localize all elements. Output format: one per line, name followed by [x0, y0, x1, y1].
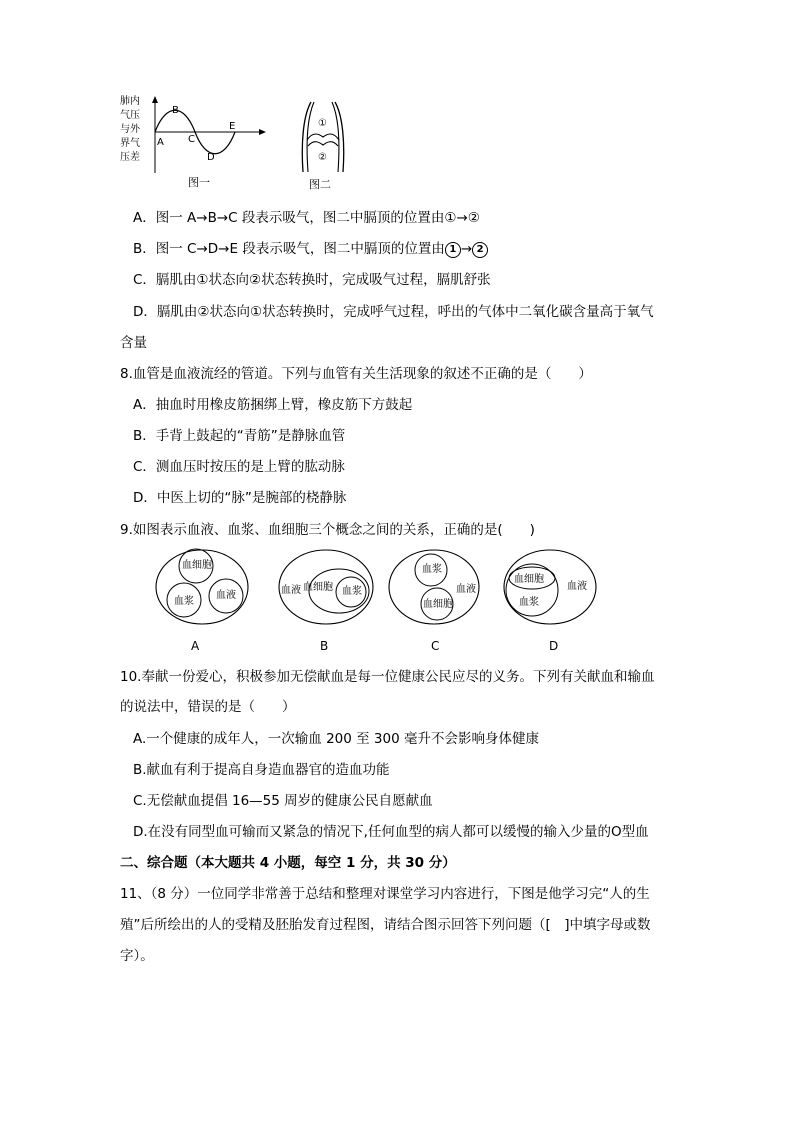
- fig1-point-d: D: [207, 152, 215, 163]
- fig2-marker-1: ①: [318, 118, 327, 129]
- q8-option-d: D．中医上切的“脉”是腕部的桡静脉: [133, 490, 347, 506]
- fig1-ylabel-3: 与外: [120, 124, 140, 135]
- q8-stem: 8.血管是血液流经的管道。下列与血管有关生活现象的叙述不正确的是（ ）: [120, 366, 592, 382]
- q11-line-2: 殖”后所绘出的人的受精及胚胎发育过程图，请结合图示回答下列问题（[ ]中填字母或数: [120, 917, 651, 933]
- q7-option-b: [133, 239, 488, 259]
- q9-a-label-2: 血浆: [174, 596, 194, 607]
- q9-d-label-outer: 血液: [567, 581, 587, 592]
- q7-option-d-continued: 含量: [120, 335, 147, 351]
- fig1-point-a: A: [157, 137, 164, 148]
- q9-letter-a: A: [191, 639, 200, 653]
- fig1-point-c: C: [188, 134, 195, 145]
- fig1-x-arrow: [259, 129, 266, 135]
- q11-line-3: 字）。: [120, 948, 154, 964]
- q7-option-b-marker-2: 2: [472, 242, 488, 258]
- q10-stem-line-2: 的说法中，错误的是（ ）: [120, 699, 296, 715]
- fig1-ylabel-1: 肺内: [120, 96, 140, 107]
- fig1-ylabel-2: 气压: [120, 110, 140, 121]
- q9-stem: 9.如图表示血液、血浆、血细胞三个概念之间的关系，正确的是( ): [120, 522, 535, 538]
- fig2-thorax: [297, 100, 349, 176]
- q10-option-c: C.无偿献血提倡 16—55 周岁的健康公民自愿献血: [133, 793, 433, 809]
- q9-d-label-middle: 血浆: [519, 597, 539, 608]
- fig2-caption: 图二: [309, 178, 331, 191]
- fig1-ylabel-4: 界气: [120, 138, 140, 149]
- q8-option-b: B．手背上鼓起的“青筋”是静脉血管: [133, 428, 346, 444]
- q7-option-d: D．膈肌由②状态向①状态转换时，完成呼气过程，呼出的气体中二氧化碳含量高于氧气: [133, 304, 654, 320]
- q7-option-c: C．膈肌由①状态向②状态转换时，完成吸气过程，膈肌舒张: [133, 272, 491, 288]
- q9-letter-b: B: [320, 639, 329, 653]
- q7-option-b-arrow: →: [460, 241, 473, 257]
- q9-letter-c: C: [431, 639, 440, 653]
- q10-stem-line-1: 10.奉献一份爱心，积极参加无偿献血是每一位健康公民应尽的义务。下列有关献血和输血: [120, 669, 655, 685]
- q10-option-b: B.献血有利于提高自身造血器官的造血功能: [133, 762, 390, 778]
- q10-option-a: A.一个健康的成年人，一次输血 200 至 300 毫升不会影响身体健康: [133, 731, 539, 747]
- q10-option-d: D.在没有同型血可输而又紧急的情况下,任何血型的病人都可以缓慢的输入少量的O型血: [133, 824, 649, 840]
- q7-option-b-text: B．图一 C→D→E 段表示吸气，图二中膈顶的位置由: [133, 241, 445, 257]
- fig1-ylabel-5: 压差: [120, 152, 140, 163]
- q9-b-label-mid: 血细胞: [303, 582, 333, 593]
- q9-b-label-inner: 血浆: [342, 586, 362, 597]
- q8-option-c: C．测血压时按压的是上臂的肱动脉: [133, 459, 345, 475]
- q9-letter-d: D: [549, 639, 559, 653]
- fig1-point-e: E: [229, 121, 236, 132]
- q9-c-label-bottom: 血细胞: [423, 599, 453, 610]
- fig1-caption: 图一: [188, 176, 210, 189]
- fig2-marker-2: ②: [318, 152, 327, 163]
- fig1-point-b: B: [172, 105, 179, 116]
- q7-option-a: A．图一 A→B→C 段表示吸气，图二中膈顶的位置由①→②: [133, 210, 480, 226]
- fig1-y-arrow: [152, 96, 158, 103]
- q8-option-a: A．抽血时用橡皮筋捆绑上臂，橡皮筋下方鼓起: [133, 397, 413, 413]
- diaphragm-position-1: [307, 134, 339, 140]
- section-2-heading: 二、综合题（本大题共 4 小题，每空 1 分，共 30 分）: [120, 855, 456, 871]
- q9-c-label-outer: 血液: [456, 584, 476, 595]
- q9-a-label-1: 血细胞: [182, 560, 212, 571]
- q7-option-b-marker-1: 1: [445, 242, 461, 258]
- q11-line-1: 11、（8 分）一位同学非常善于总结和整理对课堂学习内容进行，下图是他学习完“人的生: [120, 886, 650, 902]
- q9-a-label-3: 血液: [216, 590, 236, 601]
- diaphragm-position-2: [308, 142, 338, 146]
- q9-b-label-outer: 血液: [281, 585, 301, 596]
- q9-c-label-top: 血浆: [422, 564, 442, 575]
- q9-d-label-inner: 血细胞: [514, 574, 544, 585]
